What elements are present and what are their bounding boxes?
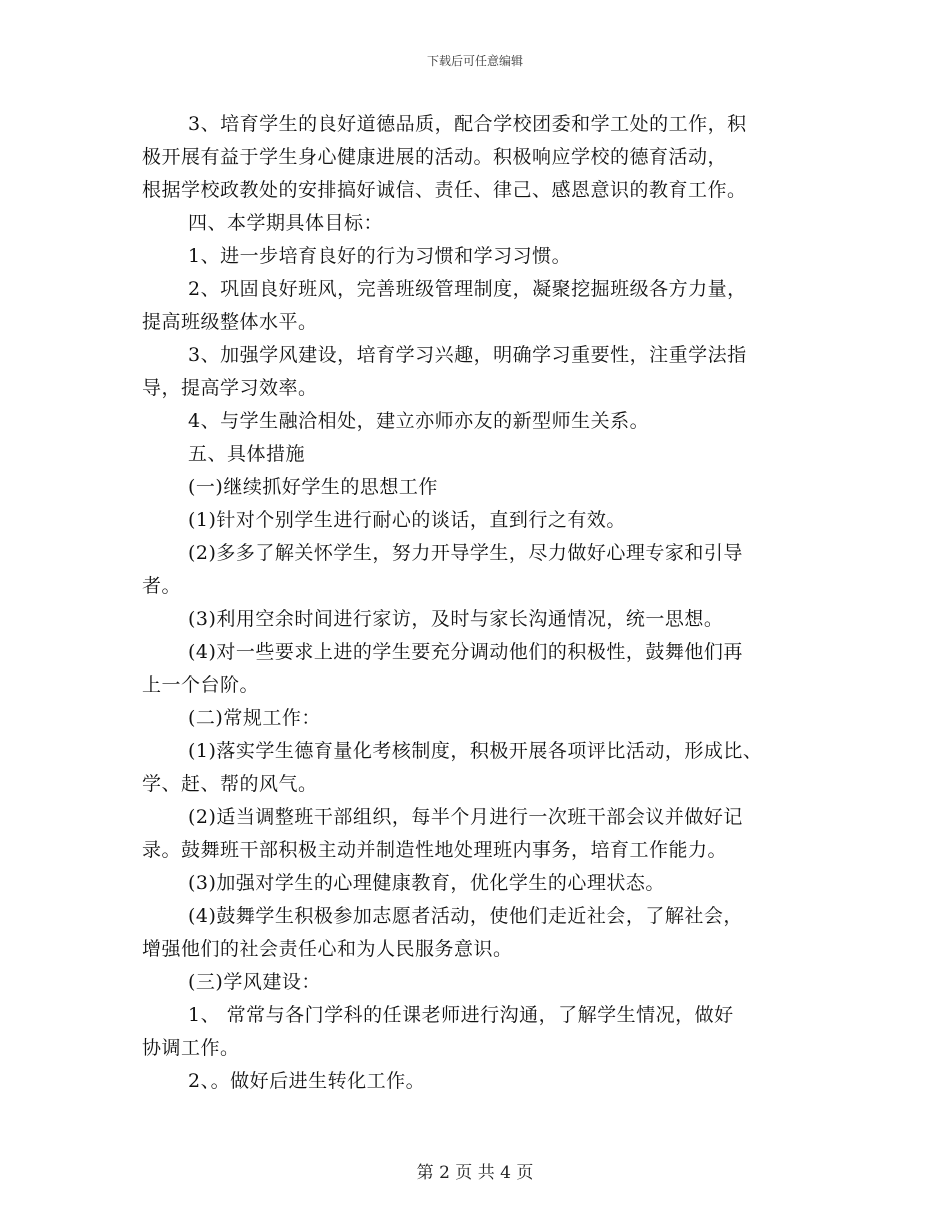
paragraph-line: (1)针对个别学生进行耐心的谈话，直到行之有效。 bbox=[188, 509, 626, 531]
paragraph-line: 1、 常常与各门学科的任课老师进行沟通，了解学生情况，做好 bbox=[188, 1004, 734, 1026]
section-heading: 五、具体措施 bbox=[188, 443, 306, 465]
paragraph-line: 3、加强学风建设，培育学习兴趣，明确学习重要性，注重学法指 bbox=[188, 344, 747, 366]
section-heading: 四、本学期具体目标： bbox=[188, 212, 384, 234]
paragraph-line: 1、进一步培育良好的行为习惯和学习习惯。 bbox=[188, 245, 572, 267]
document-body bbox=[142, 108, 832, 1098]
paragraph-line: (3)利用空余时间进行家访，及时与家长沟通情况，统一思想。 bbox=[188, 608, 724, 630]
paragraph-line: (4)对一些要求上进的学生要充分调动他们的积极性，鼓舞他们再 bbox=[188, 641, 743, 663]
subsection-heading: (一)继续抓好学生的思想工作 bbox=[188, 476, 438, 498]
paragraph-line: 根据学校政教处的安排搞好诚信、责任、律己、感恩意识的教育工作。 bbox=[142, 179, 747, 201]
paragraph-line: 者。 bbox=[142, 575, 182, 597]
paragraph-line: 2、。做好后进生转化工作。 bbox=[188, 1070, 426, 1092]
subsection-heading: (二)常规工作： bbox=[188, 707, 321, 729]
paragraph-line: 3、培育学生的良好道德品质，配合学校团委和学工处的工作，积 bbox=[188, 113, 747, 135]
paragraph-line: 上一个台阶。 bbox=[142, 674, 260, 696]
paragraph-line: 学、赶、帮的风气。 bbox=[142, 773, 318, 795]
paragraph-line: 协调工作。 bbox=[142, 1037, 240, 1059]
paragraph-line: (2)适当调整班干部组织，每半个月进行一次班干部会议并做好记 bbox=[188, 806, 743, 828]
paragraph-line: 增强他们的社会责任心和为人民服务意识。 bbox=[142, 938, 513, 960]
paragraph-line: 录。鼓舞班干部积极主动并制造性地处理班内事务，培育工作能力。 bbox=[142, 839, 728, 861]
subsection-heading: (三)学风建设： bbox=[188, 971, 321, 993]
paragraph-line: 4、与学生融洽相处，建立亦师亦友的新型师生关系。 bbox=[188, 410, 650, 432]
paragraph-line: 提高班级整体水平。 bbox=[142, 311, 318, 333]
page-header: 下载后可任意编辑 bbox=[426, 54, 523, 68]
paragraph-line: (3)加强对学生的心理健康教育，优化学生的心理状态。 bbox=[188, 872, 665, 894]
page-number-footer: 第 2 页 共 4 页 bbox=[416, 1163, 534, 1183]
paragraph-line: 2、巩固良好班风，完善班级管理制度，凝聚挖掘班级各方力量， bbox=[188, 278, 747, 300]
paragraph-line: (1)落实学生德育量化考核制度，积极开展各项评比活动，形成比、 bbox=[188, 740, 763, 762]
paragraph-line: 极开展有益于学生身心健康进展的活动。积极响应学校的德育活动， bbox=[142, 146, 728, 168]
paragraph-line: (4)鼓舞学生积极参加志愿者活动，使他们走近社会，了解社会， bbox=[188, 905, 743, 927]
paragraph-line: 导，提高学习效率。 bbox=[142, 377, 318, 399]
paragraph-line: (2)多多了解关怀学生，努力开导学生，尽力做好心理专家和引导 bbox=[188, 542, 743, 564]
